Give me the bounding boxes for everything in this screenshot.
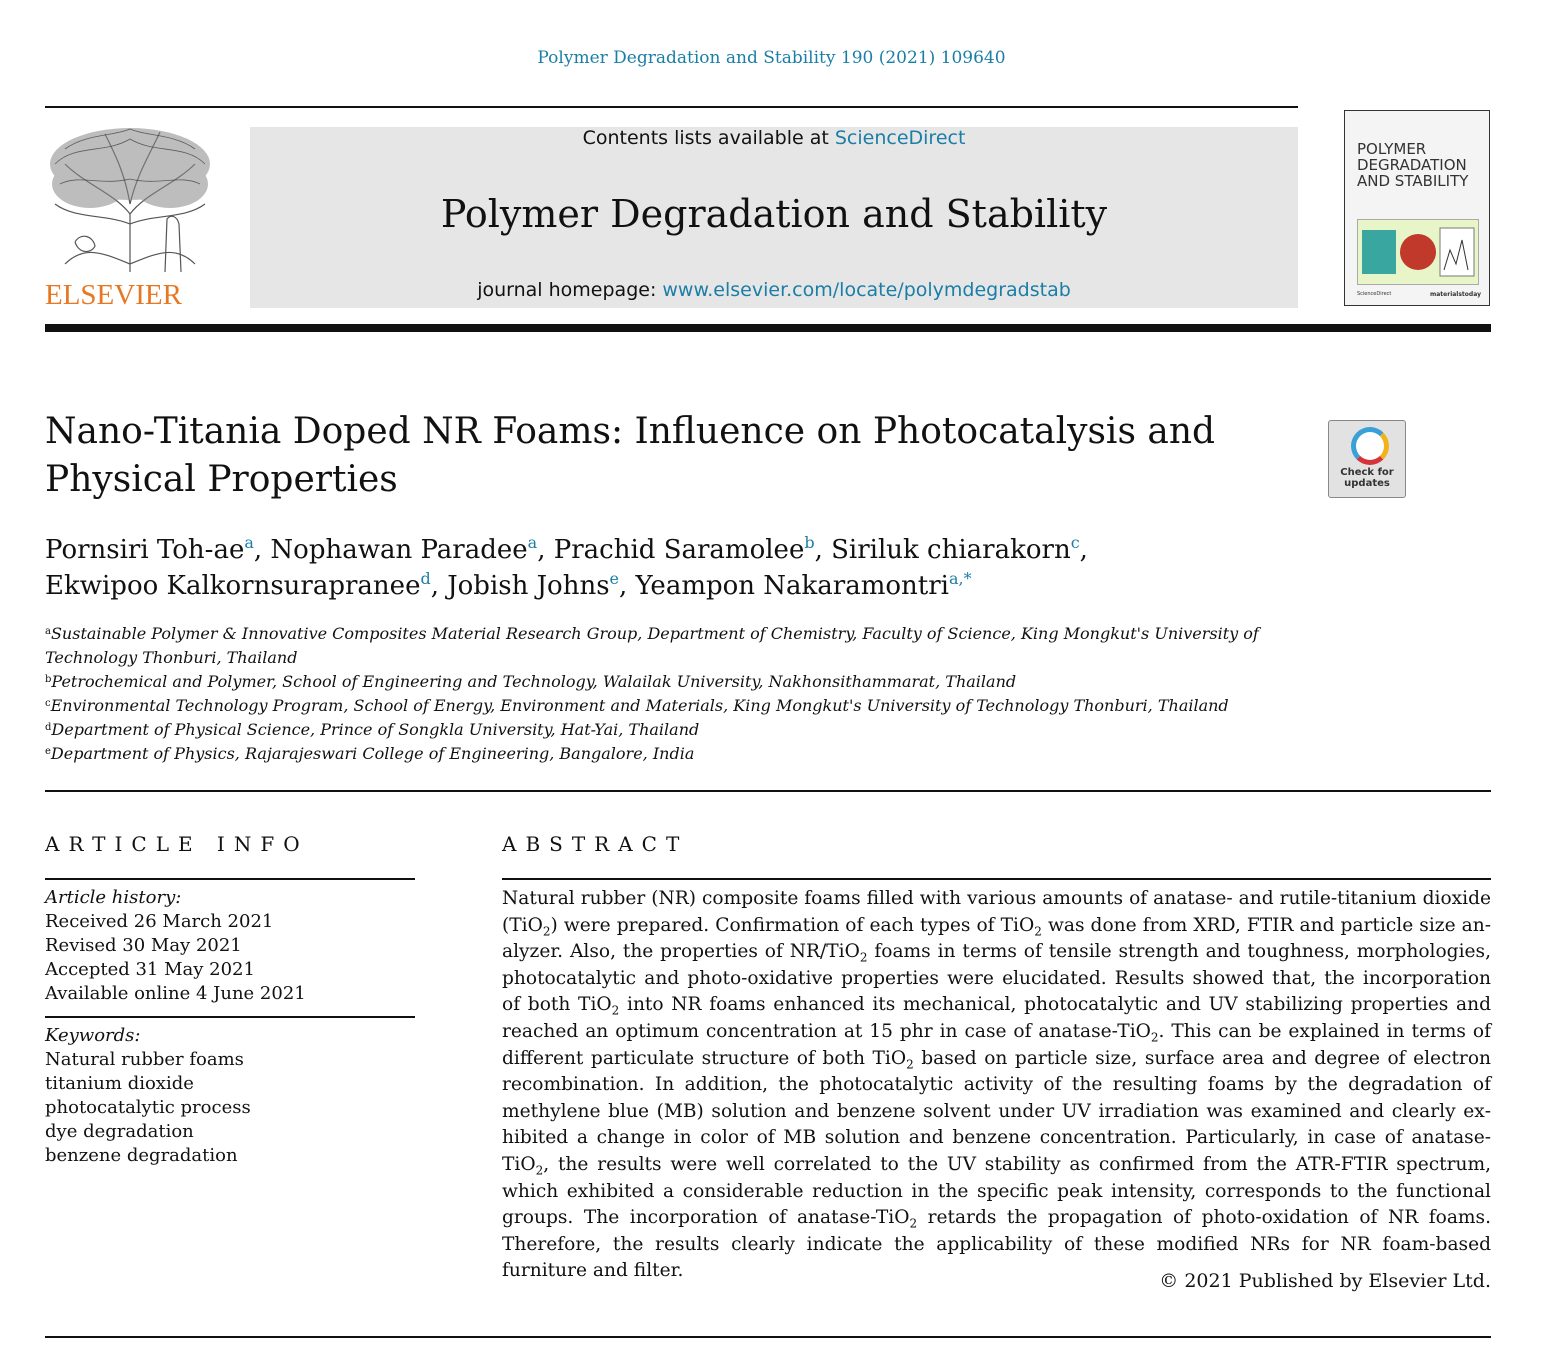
keyword-item: titanium dioxide — [45, 1073, 194, 1094]
affiliation-item — [45, 670, 1265, 694]
history-entry: Received 26 March 2021 — [45, 911, 274, 932]
cover-footer-left: ScienceDirect — [1357, 291, 1392, 297]
affiliation-item — [45, 718, 1265, 742]
article-history-items — [45, 910, 415, 1006]
abstract-text: Natural rubber (NR) composite foams filled with various amounts of anatase- and rutile-titanium dioxide (TiO$_2$) were prepared. Confirmation of each types of TiO$_2$ was done from XRD, FTIR and particle size analyzer. Also, the properties of NR/TiO$_2$ foams in terms of tensile strength and toughness, morphologies, photocatalytic and photo-oxidative properties were elucidated. Results showed that, the incorporation of both TiO$_2$ into NR foams enhanced its mechanical, photocatalytic and UV stabilizing properties and reached an optimum concentration at 15 phr in case of anatase-TiO$_2$. This can be explained in terms of different particulate structure of both TiO$_2$ based on particle size, surface area and degree of electron recombination. In addition, the photocatalytic activity of the resulting foams by the degradation of methylene blue (MB) solution and benzene solvent under UV irradiation was examined and clearly exhibited a change in color of MB solution and benzene concentration. Particularly, in case of anatase-TiO$_2$, the results were well correlated to the UV stability as confirmed from the ATR-FTIR spectrum, which exhibited a considerable reduction in the specific peak intensity, corresponds to the functional groups. The incorporation of anatase-TiO$_2$ retards the propagation of photo-oxidation of NR foams. Therefore, the results clearly indicate the applicability of these modified NRs for NR foam-based furniture and filter. — [502, 888, 1491, 1282]
header-thick-rule — [45, 324, 1491, 332]
affiliation-marker: a — [45, 626, 51, 637]
affiliation-text: Sustainable Polymer & Innovative Composites Material Research Group, Department of Chemistry, Faculty of Science, King Mongkut's University of Technology Thonburi, Thailand — [45, 624, 1259, 667]
history-entry: Accepted 31 May 2021 — [45, 959, 255, 980]
affiliation-text: Petrochemical and Polymer, School of Engineering and Technology, Walailak University, Nakhonsithammarat, Thailand — [51, 672, 1017, 691]
author-name: Nophawan Paradee — [270, 535, 528, 565]
contents-prefix: Contents lists available at — [582, 127, 835, 149]
check-for-updates-icon — [1351, 427, 1389, 465]
affiliation-marker: c — [45, 698, 51, 709]
keyword-item: dye degradation — [45, 1121, 194, 1142]
cover-title: POLYMER DEGRADATION AND STABILITY — [1357, 140, 1469, 190]
article-info-heading: ARTICLE INFO — [45, 832, 309, 856]
elsevier-tree-icon — [45, 124, 215, 274]
journal-homepage-link[interactable]: www.elsevier.com/locate/polymdegradstab — [662, 279, 1071, 301]
affiliation-marker: d — [45, 722, 52, 733]
article-title: Nano-Titania Doped NR Foams: Influence on Photocatalysis and Physical Properties — [45, 411, 1216, 500]
keywords-rule — [45, 1016, 415, 1018]
keywords-block — [45, 1024, 415, 1168]
author-separator: , — [814, 535, 832, 565]
author-separator: , — [537, 535, 554, 565]
article-history — [45, 886, 415, 1006]
history-entry: Available online 4 June 2021 — [45, 983, 306, 1004]
author-separator: , — [253, 535, 271, 565]
journal-name: Polymer Degradation and Stability — [440, 192, 1108, 236]
author-name: Ekwipoo Kalkornsurapranee — [45, 571, 421, 601]
author-affiliation-marker[interactable]: a — [244, 533, 254, 552]
author-name: Jobish Johns — [447, 571, 610, 601]
abstract-heading: ABSTRACT — [502, 832, 689, 856]
journal-cover-thumbnail[interactable] — [1344, 110, 1490, 306]
header-rule — [45, 106, 1298, 108]
author-separator: , — [1079, 535, 1088, 565]
affiliation-text: Environmental Technology Program, School of Energy, Environment and Materials, King Mongkut's University of Technology Thonburi, Thailand — [50, 696, 1229, 715]
affiliation-item — [45, 694, 1265, 718]
sciencedirect-link[interactable]: ScienceDirect — [834, 127, 966, 149]
history-entry: Revised 30 May 2021 — [45, 935, 242, 956]
article-history-label: Article history: — [45, 887, 182, 908]
author-affiliation-marker[interactable]: b — [804, 533, 815, 552]
author-affiliation-marker[interactable]: a — [527, 533, 538, 552]
keyword-item: Natural rubber foams — [45, 1049, 244, 1070]
copyright-notice: © 2021 Published by Elsevier Ltd. — [1159, 1270, 1491, 1292]
author-list — [45, 532, 1345, 604]
author-affiliation-marker[interactable]: c — [1070, 533, 1080, 552]
affiliation-text: Department of Physical Science, Prince of Songkla University, Hat-Yai, Thailand — [51, 720, 700, 739]
affiliation-marker: e — [45, 746, 51, 757]
affiliation-item — [45, 742, 1265, 766]
homepage-line — [250, 279, 1298, 301]
cover-footer-right: materialstoday — [1430, 291, 1481, 298]
check-for-updates-button[interactable] — [1328, 420, 1406, 498]
elsevier-wordmark: ELSEVIER — [45, 279, 182, 311]
affiliation-item — [45, 622, 1265, 670]
keyword-item: benzene degradation — [45, 1145, 238, 1166]
author-affiliation-marker[interactable]: a,* — [948, 569, 972, 588]
footer-rule — [45, 1336, 1491, 1338]
running-head[interactable]: Polymer Degradation and Stability 190 (2021) 109640 — [537, 48, 1006, 68]
author-name: Prachid Saramolee — [553, 535, 805, 565]
author-affiliation-marker[interactable]: d — [420, 569, 431, 588]
keyword-item: photocatalytic process — [45, 1097, 251, 1118]
author-affiliation-marker[interactable]: e — [609, 569, 619, 588]
affiliation-text: Department of Physics, Rajarajeswari College of Engineering, Bangalore, India — [50, 744, 695, 763]
check-for-updates-label: Check for updates — [1340, 467, 1394, 489]
keywords-label: Keywords: — [45, 1025, 141, 1046]
cover-illustration-icon — [1358, 220, 1478, 284]
affiliation-marker: b — [45, 674, 52, 685]
author-separator: , — [430, 571, 448, 601]
article-info-rule — [45, 878, 415, 880]
author-name: Yeampon Nakaramontri — [635, 571, 949, 601]
contents-line — [250, 127, 1298, 149]
elsevier-logo[interactable] — [45, 124, 215, 310]
author-separator: , — [619, 571, 636, 601]
homepage-prefix: journal homepage: — [477, 279, 663, 301]
author-name: Siriluk chiarakorn — [831, 535, 1071, 565]
author-name: Pornsiri Toh-ae — [45, 535, 245, 565]
cover-image — [1357, 219, 1479, 285]
keyword-items — [45, 1048, 415, 1168]
abstract-rule — [502, 878, 1491, 880]
section-rule — [45, 790, 1491, 792]
affiliation-list — [45, 622, 1265, 766]
